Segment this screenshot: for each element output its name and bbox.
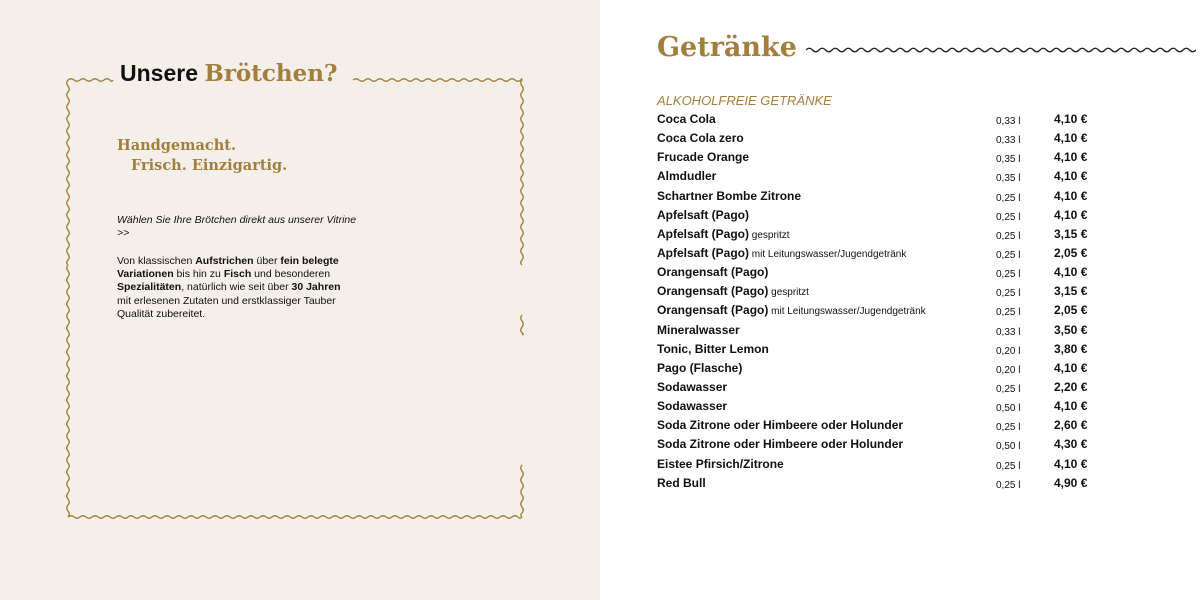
item-note: mit Leitungswasser/Jugendgetränk [749,248,907,260]
item-name-text: Soda Zitrone oder Himbeere oder Holunder [657,437,904,452]
headline-line2: Frisch. Einzigartig. [131,157,288,174]
item-price: 2,60 € [1054,418,1088,433]
item-price: 4,10 € [1054,265,1088,280]
description-segment: Aufstrichen [195,255,254,267]
item-name [657,284,809,300]
menu-row [657,148,1097,167]
menu-row [657,225,1097,244]
item-name-text: Orangensaft (Pago) [657,284,769,299]
item-size: 0,25 l [996,211,1021,223]
item-price: 4,90 € [1054,475,1088,490]
description-segment: Fisch [223,268,252,281]
box-title [120,62,337,85]
item-size: 0,25 l [996,479,1021,491]
item-name-text: Eistee Pfirsich/Zitrone [657,456,784,471]
item-size: 0,25 l [996,269,1021,281]
item-price: 2,05 € [1054,303,1088,318]
wave-divider [806,44,1196,56]
item-price: 4,10 € [1054,112,1088,126]
item-note: mit Leitungswasser/Jugendgetränk [768,306,926,318]
item-price: 3,80 € [1054,341,1088,356]
description-segment: Von klassischen [117,255,196,267]
menu-row [657,435,1097,454]
item-size: 0,20 l [996,364,1021,376]
item-price: 4,10 € [1054,169,1088,184]
item-name-text: Apfelsaft (Pago) [657,226,750,241]
headline [117,136,287,176]
item-name [657,131,744,146]
menu-row [657,340,1097,359]
item-price: 4,10 € [1054,207,1088,222]
description-segment: fein belegte Variationen [117,255,339,281]
item-size: 0,50 l [996,441,1021,453]
item-size: 0,25 l [996,422,1021,434]
description-segment: mit erlesenen Zutaten und erstklassiger Tauber Qualität zubereitet. [117,294,336,320]
item-price: 3,15 € [1054,226,1088,241]
item-name [657,112,716,127]
item-size: 0,35 l [996,173,1021,185]
menu-row [657,321,1097,340]
menu-row [657,378,1097,397]
item-size: 0,25 l [996,288,1021,300]
item-size: 0,25 l [996,460,1021,472]
category-heading: ALKOHOLFREIE GETRÄNKE [657,93,832,108]
item-price: 4,10 € [1054,456,1088,471]
item-price: 3,50 € [1054,322,1088,337]
item-price: 4,10 € [1054,399,1088,414]
menu-row [657,167,1097,186]
item-size: 0,20 l [996,345,1021,357]
item-size: 0,25 l [996,230,1021,242]
description-segment: bis hin zu [173,268,224,281]
item-name [657,150,749,165]
item-name [657,169,716,184]
item-size: 0,25 l [996,307,1021,319]
item-price: 2,20 € [1054,379,1088,394]
item-name-text: Apfelsaft (Pago) [657,207,750,222]
item-name [657,342,769,357]
item-name-text: Schartner Bombe Zitrone [657,188,802,203]
item-name-text: Red Bull [657,475,706,490]
item-name-text: Orangensaft (Pago) [657,303,769,318]
item-name-text: Coca Cola zero [657,131,744,146]
item-size: 0,33 l [996,326,1021,338]
description-segment: Spezialitäten [117,281,182,294]
menu-row [657,474,1097,493]
description-text [117,255,357,321]
item-name [657,380,727,395]
menu-row [657,187,1097,206]
drinks-title: Getränke [657,32,797,63]
item-name-text: Mineralwasser [657,322,740,337]
item-name [657,303,926,319]
menu-row [657,455,1097,474]
item-size: 0,25 l [996,249,1021,261]
item-name-text: Almdudler [657,169,717,184]
item-name-text: Tonic, Bitter Lemon [657,341,769,356]
item-size: 0,50 l [996,403,1021,415]
item-price: 4,30 € [1054,437,1088,452]
menu-row [657,129,1097,148]
item-name [657,246,906,262]
item-name [657,265,768,280]
item-price: 4,10 € [1054,150,1088,165]
item-size: 0,33 l [996,135,1021,147]
item-name [657,437,903,452]
drinks-list [657,110,1097,493]
menu-row [657,110,1097,129]
menu-row [657,263,1097,282]
item-name [657,457,784,472]
item-name-text: Soda Zitrone oder Himbeere oder Holunder [657,418,904,433]
item-name-text: Apfelsaft (Pago) [657,245,750,260]
item-note: gespritzt [768,287,809,299]
item-name [657,323,740,338]
menu-row [657,282,1097,301]
item-price: 2,05 € [1054,245,1088,260]
item-price: 4,10 € [1054,131,1088,146]
item-name [657,189,801,204]
item-name-text: Orangensaft (Pago) [657,265,769,280]
item-price: 4,10 € [1054,360,1088,375]
box-title-part2: Brötchen? [204,60,338,87]
item-note: gespritzt [749,229,790,241]
menu-row [657,301,1097,320]
headline-line1: Handgemacht. [117,137,236,154]
description-segment: und besonderen [251,268,331,281]
item-name-text: Pago (Flasche) [657,360,743,375]
menu-row [657,359,1097,378]
item-name-text: Sodawasser [657,399,728,414]
item-name [657,361,742,376]
item-name-text: Sodawasser [657,379,728,394]
intro-text: Wählen Sie Ihre Brötchen direkt aus unserer Vitrine >> [117,214,357,239]
item-name [657,418,903,433]
item-size: 0,35 l [996,154,1021,166]
description-segment: , natürlich wie seit über [181,281,292,294]
menu-row [657,206,1097,225]
item-price: 3,15 € [1054,284,1088,299]
item-size: 0,25 l [996,383,1021,395]
item-name-text: Frucade Orange [657,150,750,165]
menu-row [657,397,1097,416]
description-segment: 30 Jahren [291,281,341,294]
menu-row [657,416,1097,435]
item-price: 4,10 € [1054,188,1088,203]
item-name [657,476,706,491]
item-name [657,399,727,414]
item-size: 0,33 l [996,116,1021,127]
menu-row [657,244,1097,263]
item-name [657,208,749,223]
item-size: 0,25 l [996,192,1021,204]
description-segment: über [253,255,281,267]
item-name [657,227,790,243]
box-title-part1: Unsere [120,60,198,86]
item-name-text: Coca Cola [657,112,716,126]
